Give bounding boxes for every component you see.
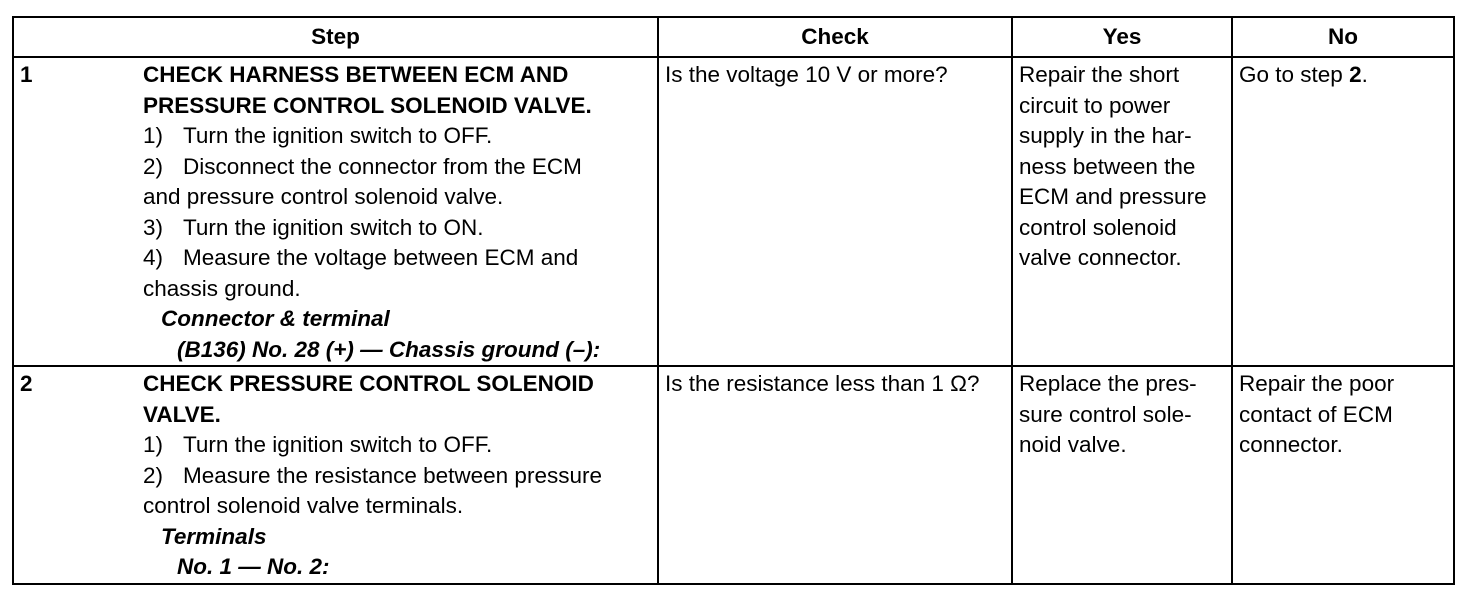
substep: 2) Disconnect the connector from the ECM — [143, 153, 582, 179]
yes-text: control solenoid — [1019, 214, 1177, 240]
yes-text: noid valve. — [1019, 432, 1127, 457]
check-cell — [658, 366, 1012, 584]
header-step: Step — [13, 17, 658, 57]
yes-text: sure control sole- — [1019, 401, 1192, 427]
yes-text: valve connector. — [1019, 245, 1182, 270]
no-text: contact of ECM — [1239, 401, 1393, 427]
step-content — [143, 367, 657, 583]
spec-label: Connector & terminal — [161, 306, 390, 331]
yes-text: circuit to power — [1019, 92, 1171, 118]
yes-text: Repair the short — [1019, 62, 1180, 87]
step-title: VALVE. — [143, 401, 221, 427]
substep: 3) Turn the ignition switch to ON. — [143, 214, 484, 240]
check-text: Is the voltage 10 V or more? — [665, 62, 948, 87]
step-number: 2 — [20, 371, 33, 396]
spec-label: Terminals — [161, 523, 267, 549]
substep: 2) Measure the resistance between pressure — [143, 462, 602, 488]
table-row — [13, 366, 1454, 584]
substep: 1) Turn the ignition switch to OFF. — [143, 432, 493, 457]
table-row — [13, 57, 1454, 366]
substep-continued: and pressure control solenoid valve. — [143, 184, 504, 209]
step-cell — [13, 366, 658, 584]
yes-text: supply in the har- — [1019, 123, 1192, 148]
step-title: PRESSURE CONTROL SOLENOID VALVE. — [143, 92, 592, 118]
yes-cell — [1012, 57, 1232, 366]
header-check: Check — [658, 17, 1012, 57]
yes-text: ness between the — [1019, 153, 1196, 179]
header-yes: Yes — [1012, 17, 1232, 57]
header-row — [13, 17, 1454, 57]
spec-value: (B136) No. 28 (+) — Chassis ground (–): — [177, 336, 601, 362]
check-cell — [658, 57, 1012, 366]
substep: 1) Turn the ignition switch to OFF. — [143, 123, 493, 148]
step-number: 1 — [20, 62, 33, 87]
yes-cell — [1012, 366, 1232, 584]
no-text: connector. — [1239, 432, 1343, 457]
yes-text: ECM and pressure — [1019, 184, 1207, 209]
spec-value: No. 1 — No. 2: — [177, 554, 330, 579]
substep-continued: chassis ground. — [143, 275, 301, 301]
step-title: CHECK HARNESS BETWEEN ECM AND — [143, 62, 569, 87]
header-no: No — [1232, 17, 1454, 57]
step-content — [143, 58, 657, 365]
no-text: Go to step 2. — [1239, 62, 1368, 87]
step-link[interactable]: 2 — [1349, 62, 1362, 87]
substep: 4) Measure the voltage between ECM and — [143, 245, 579, 270]
yes-text: Replace the pres- — [1019, 371, 1197, 396]
step-title: CHECK PRESSURE CONTROL SOLENOID — [143, 371, 594, 396]
check-text: Is the resistance less than 1 Ω? — [665, 371, 980, 396]
no-text: Repair the poor — [1239, 371, 1395, 396]
no-cell — [1232, 366, 1454, 584]
substep-continued: control solenoid valve terminals. — [143, 493, 464, 518]
diagnostic-table — [12, 16, 1455, 585]
step-cell — [13, 57, 658, 366]
no-cell — [1232, 57, 1454, 366]
